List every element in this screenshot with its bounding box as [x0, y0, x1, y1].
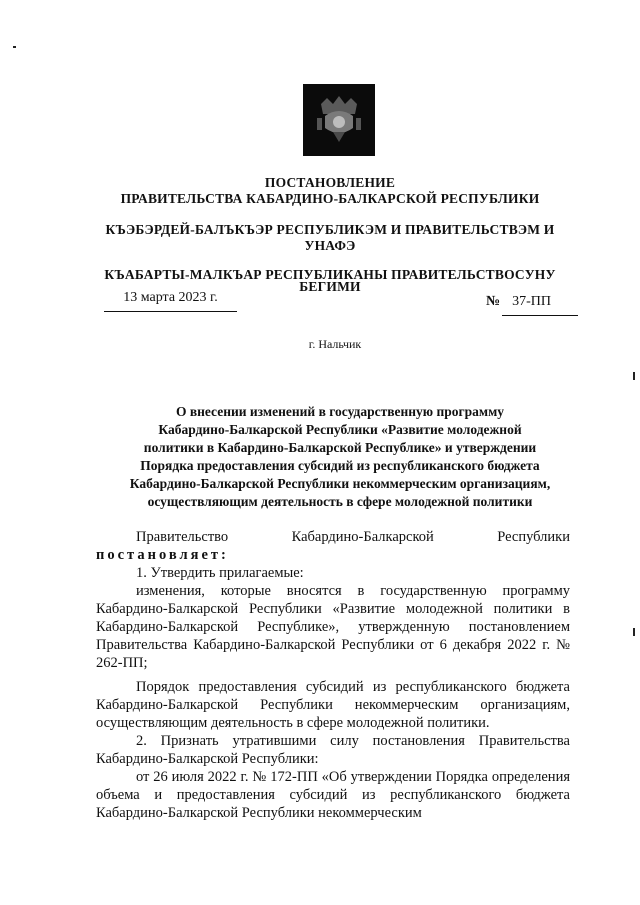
scan-speck — [633, 372, 635, 380]
resolves-word: постановляет: — [96, 547, 229, 563]
title-line: политики в Кабардино-Балкарской Республике» и утверждении — [143, 440, 537, 455]
document-body — [96, 528, 570, 822]
header-balkar-line2: БЕГИМИ — [299, 279, 361, 294]
coat-of-arms-emblem — [303, 84, 375, 156]
number-value: 37-ПП — [502, 294, 578, 316]
clause-2-item-1: от 26 июля 2022 г. № 172-ПП «Об утверждении Порядка определения объема и предоставления субсидий из республиканского бюджета Кабардино-Балкарской Республики некоммерческим — [96, 769, 570, 821]
header-kabardian-line1: КЪЭБЭРДЕЙ-БАЛЪКЪЭР РЕСПУБЛИКЭМ И ПРАВИТЕЛЬСТВЭМ И — [105, 222, 555, 237]
clause-1-item-changes: изменения, которые вносятся в государственную программу Кабардино-Балкарской Республики «Развитие молодежной политики в Кабардино-Балкарской Республике», утвержденную постановлением Правительства Кабардино-Балкарской Республики от 6 декабря 2022 г. № 262-ПП; — [96, 583, 570, 671]
clause-2: 2. Признать утратившими силу постановления Правительства Кабардино-Балкарской Республики: — [96, 733, 570, 767]
emblem-icon — [303, 84, 375, 156]
header-government: ПРАВИТЕЛЬСТВА КАБАРДИНО-БАЛКАРСКОЙ РЕСПУБЛИКИ — [120, 191, 540, 206]
header-title: ПОСТАНОВЛЕНИЕ — [264, 175, 396, 190]
city-name: г. Нальчик — [308, 337, 362, 351]
title-line: О внесении изменений в государственную программу — [175, 404, 505, 419]
number-sign: № — [486, 294, 501, 309]
header-balkar-line1: КЪАБАРТЫ-МАЛКЪАР РЕСПУБЛИКАНЫ ПРАВИТЕЛЬСТВОСУНУ — [104, 267, 556, 282]
title-line: Порядка предоставления субсидий из республиканского бюджета — [140, 458, 540, 473]
intro-paragraph: Правительство Кабардино-Балкарской Республики — [136, 529, 570, 545]
scan-speck — [13, 46, 16, 48]
header-kabardian-line2: УНАФЭ — [304, 238, 356, 253]
title-line: Кабардино-Балкарской Республики некоммерческим организациям, — [129, 476, 551, 491]
title-line: осуществляющим деятельность в сфере молодежной политики — [147, 494, 533, 509]
document-date: 13 марта 2023 г. — [104, 290, 237, 312]
document-title — [96, 403, 584, 511]
title-line: Кабардино-Балкарской Республики «Развитие молодежной — [158, 422, 522, 437]
scan-speck — [633, 628, 635, 636]
clause-1: 1. Утвердить прилагаемые: — [136, 565, 304, 581]
clause-1-item-procedure: Порядок предоставления субсидий из республиканского бюджета Кабардино-Балкарской Республики некоммерческим организациям, осуществляющим деятельность в сфере молодежной политики. — [96, 679, 570, 731]
document-number — [486, 294, 578, 316]
